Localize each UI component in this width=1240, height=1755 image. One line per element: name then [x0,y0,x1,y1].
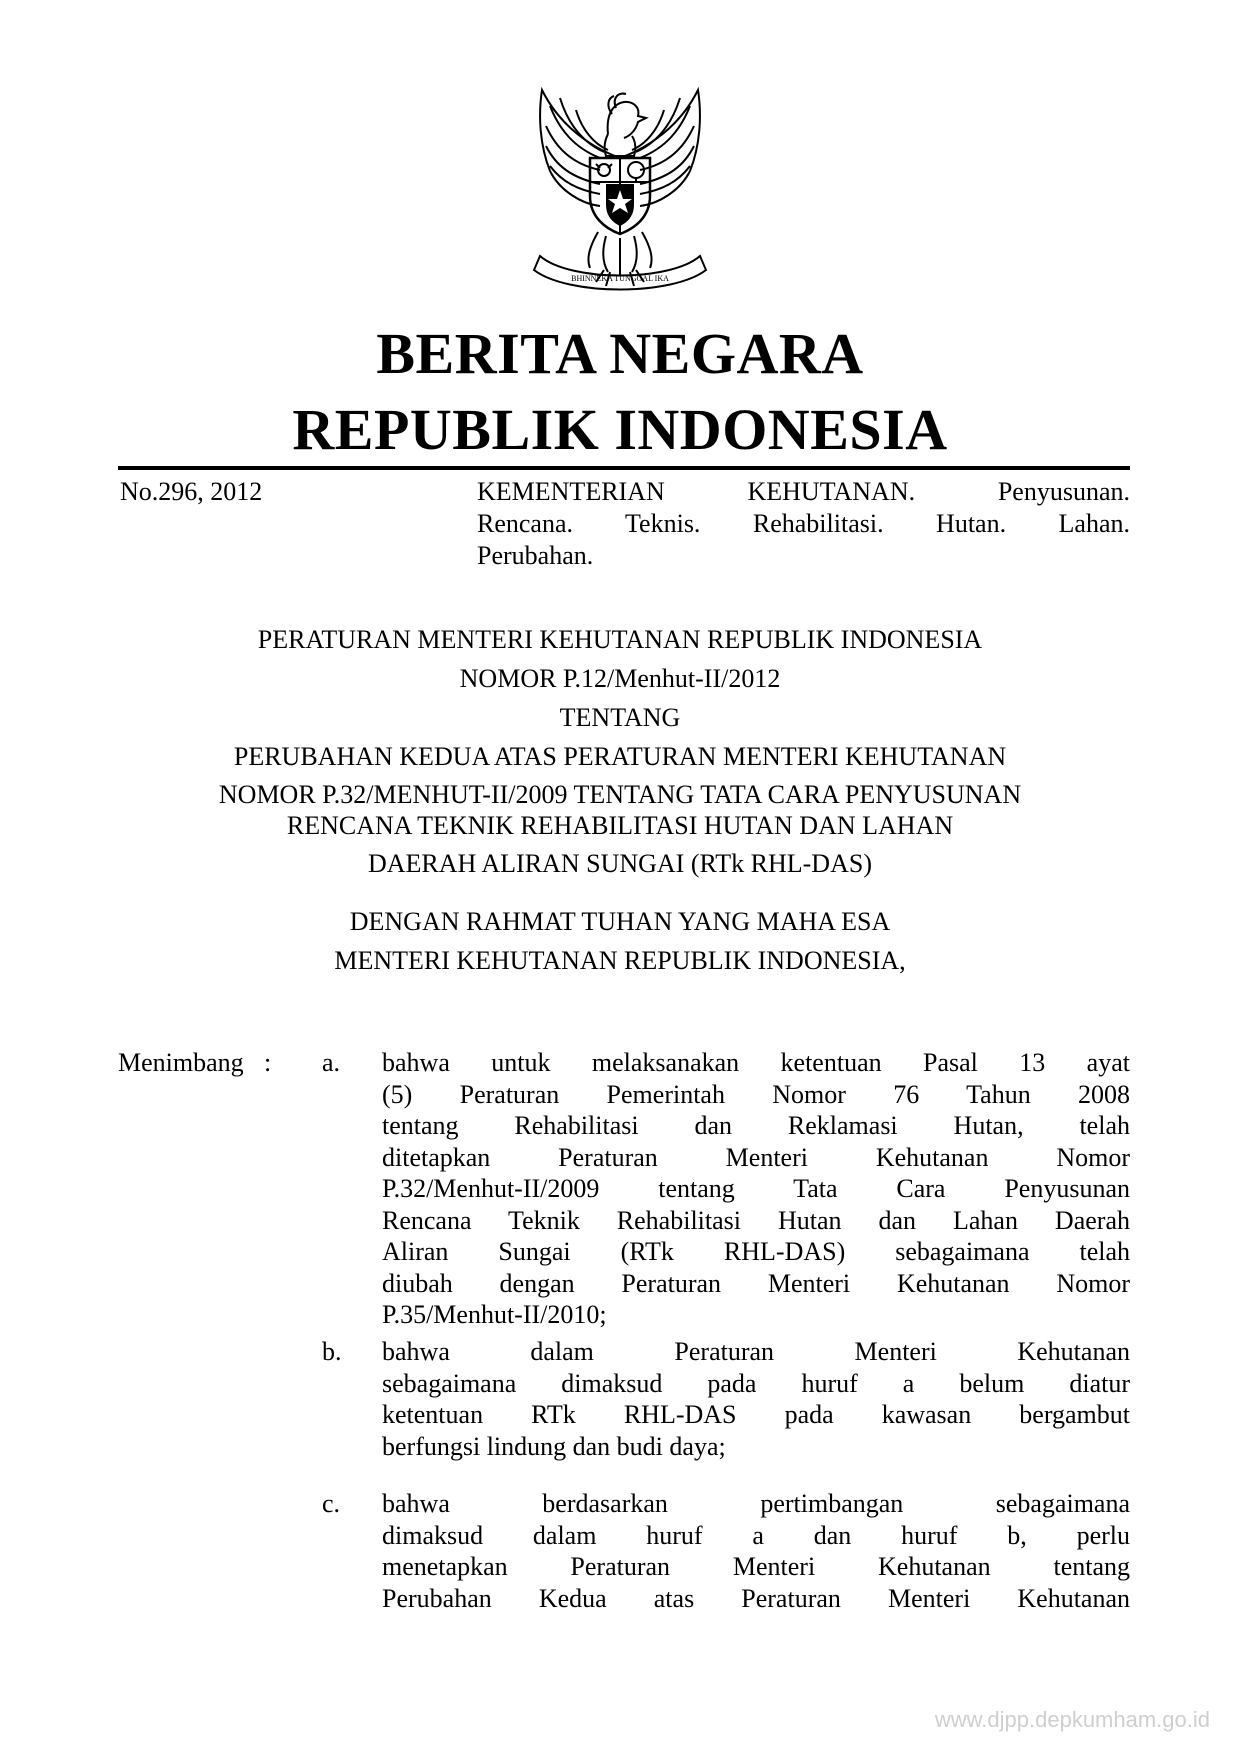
item-line: bahwa dalam Peraturan Menteri Kehutanan [382,1337,1130,1366]
item-line: P.32/Menhut-II/2009 tentang Tata Cara Penyusunan [382,1174,1130,1203]
item-text [382,1488,1130,1614]
regulation-tentang: TENTANG [559,703,681,732]
preamble-line: MENTERI KEHUTANAN REPUBLIK INDONESIA, [334,946,906,975]
item-letter: a. [322,1048,341,1077]
regulation-title: PERATURAN MENTERI KEHUTANAN REPUBLIK INDONESIA [257,625,983,654]
preamble-line: DENGAN RAHMAT TUHAN YANG MAHA ESA [349,907,891,936]
item-line: P.35/Menhut-II/2010; [382,1300,607,1329]
item-line: tentang Rehabilitasi dan Reklamasi Hutan, telah [382,1111,1130,1140]
item-line: menetapkan Peraturan Menteri Kehutanan tentang [382,1552,1130,1581]
subject-summary [477,476,1130,572]
item-line: Aliran Sungai (RTk RHL-DAS) sebagaimana telah [382,1237,1130,1266]
item-line: bahwa untuk melaksanakan ketentuan Pasal 13 ayat [382,1048,1130,1077]
menimbang-label: Menimbang [118,1048,244,1077]
item-line: Rencana Teknik Rehabilitasi Hutan dan Lahan Daerah [382,1205,1130,1235]
regulation-subject-line: PERUBAHAN KEDUA ATAS PERATURAN MENTERI KEHUTANAN [233,742,1007,771]
item-text [382,1047,1130,1331]
subject-line: Rencana. Teknis. Rehabilitasi. Hutan. Lahan. [477,509,1130,538]
item-line: ketentuan RTk RHL-DAS pada kawasan bergambut [382,1400,1130,1429]
item-line: Perubahan Kedua atas Peraturan Menteri Kehutanan [382,1583,1130,1613]
emblem-motto: BHINNEKA TUNGGAL IKA [571,274,669,283]
item-line: diubah dengan Peraturan Menteri Kehutanan Nomor [382,1268,1130,1298]
item-line: (5) Peraturan Pemerintah Nomor 76 Tahun 2008 [382,1079,1130,1109]
regulation-subject-line: DAERAH ALIRAN SUNGAI (RTk RHL-DAS) [368,849,872,878]
masthead-divider [118,466,1130,470]
item-line: berfungsi lindung dan budi daya; [382,1431,726,1461]
item-line: bahwa berdasarkan pertimbangan sebagaimana [382,1489,1130,1518]
gazette-number: No.296, 2012 [120,477,263,506]
item-line: ditetapkan Peraturan Menteri Kehutanan Nomor [382,1142,1130,1172]
masthead-title-line2: REPUBLIK INDONESIA [292,397,948,462]
item-letter: c. [322,1489,341,1518]
item-line: sebagaimana dimaksud pada huruf a belum diatur [382,1368,1130,1398]
masthead-title-line1: BERITA NEGARA [376,321,864,386]
menimbang-colon: : [264,1048,272,1077]
item-text [382,1336,1130,1462]
regulation-subject-line: RENCANA TEKNIK REHABILITASI HUTAN DAN LAHAN [286,811,954,840]
regulation-subject-line: NOMOR P.32/MENHUT-II/2009 TENTANG TATA CARA PENYUSUNAN [218,780,1022,809]
regulation-number: NOMOR P.12/Menhut-II/2012 [459,664,781,693]
item-line: dimaksud dalam huruf a dan huruf b, perlu [382,1520,1130,1550]
subject-line: Perubahan. [477,541,594,570]
item-letter: b. [322,1337,342,1366]
garuda-emblem-icon [520,86,720,298]
subject-line: KEMENTERIAN KEHUTANAN. Penyusunan. [477,477,1130,506]
source-watermark: www.djpp.depkumham.go.id [934,1707,1210,1732]
